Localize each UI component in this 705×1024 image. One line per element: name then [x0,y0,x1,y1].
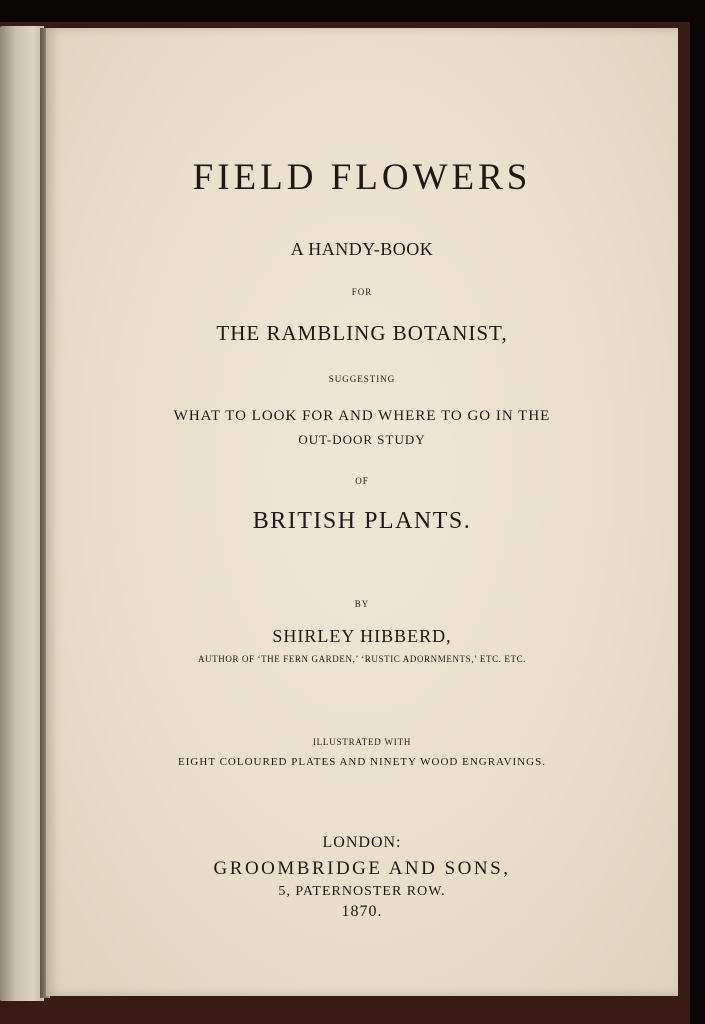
illustrated-with-label: ILLUSTRATED WITH [312,737,412,747]
subtitle-out-door-study: OUT-DOOR STUDY [298,432,426,447]
subtitle-of: OF [355,476,369,486]
subtitle-british-plants: BRITISH PLANTS. [252,508,472,534]
subtitle-rambling-botanist: THE RAMBLING BOTANIST, [216,321,508,345]
subtitle-what-to-look: WHAT TO LOOK FOR AND WHERE TO GO IN THE [173,408,551,424]
subtitle-suggesting: SUGGESTING [328,374,396,384]
imprint-year: 1870. [341,903,383,920]
subtitle-handy-book: A HANDY-BOOK [290,239,434,259]
title-page [46,28,678,996]
author-by: BY [354,599,370,609]
author-name: SHIRLEY HIBBERD, [272,626,452,646]
author-previous-works: AUTHOR OF ‘THE FERN GARDEN,’ ‘RUSTIC ADORNMENTS,’ ETC. ETC. [197,654,527,664]
subtitle-for: FOR [351,287,373,297]
imprint-city: LONDON: [322,834,402,851]
facing-page-edge [0,26,44,1001]
imprint-address: 5, PATERNOSTER ROW. [278,884,446,899]
book-title: FIELD FLOWERS [192,157,532,198]
illustrations-description: EIGHT COLOURED PLATES AND NINETY WOOD ENGRAVINGS. [178,756,546,768]
imprint-publisher: GROOMBRIDGE AND SONS, [213,858,511,879]
